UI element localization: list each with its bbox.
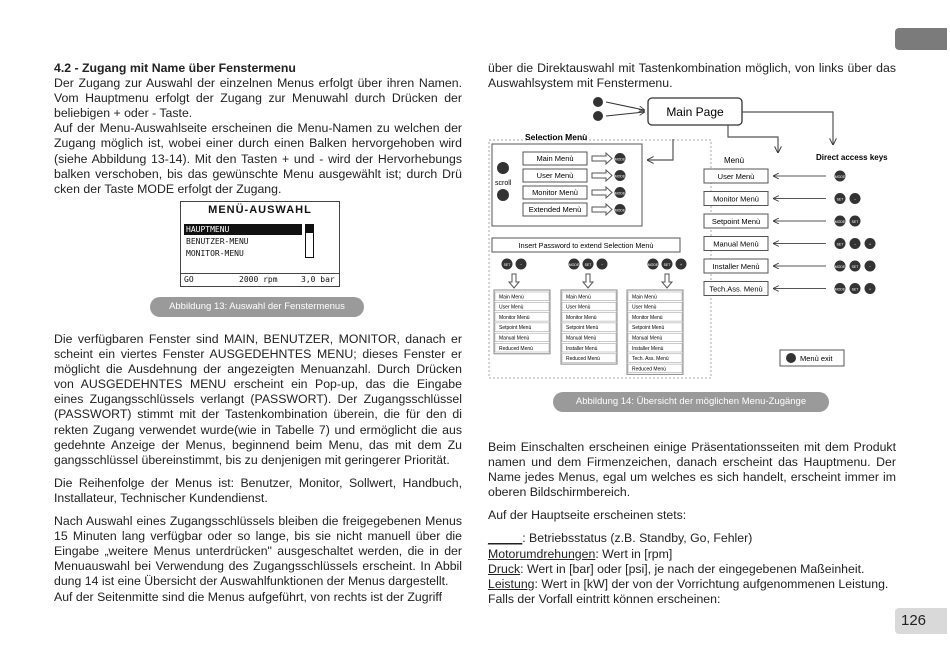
menu-item-label: Manual Menù — [713, 239, 759, 249]
svg-text:+: + — [679, 263, 683, 267]
extended-list-label: Main Menù — [499, 294, 524, 301]
extended-list-label: Manual Menù — [499, 335, 530, 342]
menu-column-title: Menù — [724, 156, 745, 165]
extended-list-label: Tech. Ass. Menù — [632, 356, 669, 363]
lcd-divider — [181, 273, 339, 274]
arrow-icon — [592, 204, 612, 215]
extended-list-label: Setpoint Menù — [566, 325, 599, 332]
combo-key-icon — [597, 259, 608, 270]
lcd-item-monitor: MONITOR-MENU — [186, 249, 244, 258]
direct-key-icon — [865, 261, 876, 272]
combo-key-icon — [676, 259, 687, 270]
svg-text:SET: SET — [503, 263, 511, 267]
combo-key-icon — [569, 259, 580, 270]
arrow-icon — [592, 153, 612, 164]
svg-text:−: − — [519, 263, 523, 267]
status-text: : Betriebsstatus (z.B. Standby, Go, Fehler) — [522, 531, 753, 546]
lcd-title: MENÜ-AUSWAHL — [208, 204, 312, 216]
svg-text:−: − — [600, 263, 604, 267]
extended-list-label: User Menù — [566, 304, 591, 311]
svg-text:SET: SET — [663, 263, 671, 267]
menu-item-label: User Menù — [717, 172, 755, 181]
direct-key-icon — [835, 193, 846, 204]
direct-key-icon — [835, 261, 846, 272]
key-icon — [497, 189, 509, 201]
main-page-label: Main Page — [666, 105, 724, 119]
direct-key-icon — [835, 216, 846, 227]
lcd-item-benutzer: BENUTZER-MENU — [186, 237, 249, 246]
combo-key-icon — [648, 259, 659, 270]
down-arrow-icon — [583, 274, 593, 288]
svg-text:−: − — [853, 242, 857, 247]
direct-key-icon — [850, 261, 861, 272]
selection-item-label: Extended Menù — [528, 205, 582, 214]
figure-14-caption: Abbildung 14: Übersicht der möglichen Menu-Zugänge — [553, 392, 829, 412]
svg-text:MODE: MODE — [568, 263, 580, 267]
extended-list-label: Manual Menù — [566, 335, 597, 342]
svg-text:SET: SET — [851, 265, 859, 269]
figure-13-caption: Abbildung 13: Auswahl der Fenstermenus — [150, 297, 364, 317]
combo-key-icon — [583, 259, 594, 270]
selection-item-label: Monitor Menù — [532, 188, 578, 197]
mode-key-icon — [615, 204, 626, 215]
page-number: 126 — [895, 608, 947, 634]
paragraph-selection: Auf der Menu-Auswahlseite erscheinen die Menu-Namen zu welchen der Zugang möglich ist, wobei einer durch einen Balken hervorgehoben wird (siehe Abbildung 13-14). Mit den Tasten + und - wird der Hervorhebungs balken verschoben, bis das gewünschte Menu ausgewählt ist; durch Drü cken der Taste MODE erfolgt der Zugang. — [54, 121, 462, 196]
arrow-icon — [592, 170, 612, 181]
paragraph-order: Die Reihenfolge der Menus ist: Benutzer, Monitor, Sollwert, Handbuch, Installateur, Technischer Kundendienst. — [54, 475, 462, 505]
extended-list-label: Main Menù — [566, 294, 591, 301]
svg-text:−: − — [853, 197, 857, 202]
paragraph-intro: Der Zugang zur Auswahl der einzelnen Menus erfolgt über ihren Namen. Vom Hauptmenu erfolgt der Zugang zur Menuwahl durch Drücken der beliebigen + oder - Taste. — [54, 76, 462, 121]
direct-key-icon — [850, 193, 861, 204]
key-icon — [593, 97, 603, 107]
combo-key-icon — [502, 259, 513, 270]
direct-key-icon — [835, 171, 846, 182]
extended-list-label: Monitor Menù — [632, 314, 663, 321]
leistung-label: Leistung — [488, 576, 535, 591]
line-status — [488, 531, 896, 546]
svg-text:MODE: MODE — [834, 175, 846, 179]
svg-text:MODE: MODE — [614, 157, 626, 162]
mode-key-icon — [615, 170, 626, 181]
direct-key-icon — [835, 283, 846, 294]
lcd-item-hauptmenu: HAUPTMENU — [184, 224, 302, 235]
svg-text:−: − — [868, 265, 872, 269]
motor-text: : Wert in [rpm] — [595, 546, 673, 561]
svg-text:SET: SET — [851, 220, 859, 224]
line-motor — [488, 547, 896, 562]
paragraph-password: Nach Auswahl eines Zugangsschlüssels bleiben die freigegebenen Menus 15 Minuten lang verfügbar oder so lange, bis sie nicht manuell über die Eingabe „weitere Menus unterdrücken" ausgeschaltet werden, die in der Menuauswahl bei Verwendung des Zugangsschlüssels erscheint. In Abbil dung 14 ist eine Übersicht der Auswahlfunktionen der Menus dargestellt. — [54, 514, 462, 589]
menu-items — [704, 169, 826, 296]
druck-label: Druck — [488, 561, 521, 576]
status-blank: _____ — [488, 531, 523, 546]
paragraph-direct: über die Direktauswahl mit Tastenkombination möglich, von links über das Auswahlsystem mit Fenstermenu. — [488, 61, 896, 91]
svg-text:SET: SET — [851, 287, 859, 292]
paragraph-center: Auf der Seitenmitte sind die Menus aufgeführt, von rechts ist der Zugriff — [54, 589, 443, 604]
leistung-text: : Wert in [kW] der von der Vorrichtung aufgenommenen Leistung. — [534, 576, 889, 591]
direct-access-title: Direct access keys — [816, 153, 888, 162]
right-column — [488, 61, 896, 91]
combo-key-icon — [516, 259, 527, 270]
menu-access-diagram — [488, 92, 898, 422]
extended-list-label: Setpoint Menù — [499, 325, 532, 332]
menu-item-label: Installer Menù — [712, 262, 760, 271]
druck-text: : Wert in [bar] oder [psi], je nach der eingegebenen Maßeinheit. — [520, 561, 865, 576]
password-key-rows — [502, 259, 687, 289]
menu-exit-label: Menù exit — [800, 354, 833, 363]
extended-list-label: Monitor Menù — [499, 314, 530, 321]
extended-list-label: Installer Menù — [566, 345, 598, 352]
lcd-scrollbar — [305, 224, 314, 258]
left-column — [54, 61, 462, 197]
svg-text:MODE: MODE — [614, 191, 626, 196]
combo-key-icon — [662, 259, 673, 270]
direct-access-keys — [835, 171, 876, 295]
set-key-icon — [786, 353, 796, 363]
svg-text:MODE: MODE — [834, 287, 846, 292]
extended-list-label: Setpoint Menù — [632, 325, 665, 332]
section-heading: 4.2 - Zugang mit Name über Fenstermenu — [54, 61, 296, 75]
selection-item-label: User Menù — [536, 171, 574, 180]
extended-list-label: User Menù — [632, 304, 657, 311]
extended-list-label: Manual Menù — [632, 335, 663, 342]
lcd-status: GO — [184, 275, 194, 284]
extended-list-label: User Menù — [499, 304, 524, 311]
svg-text:SET: SET — [584, 263, 592, 267]
direct-key-icon — [835, 238, 846, 249]
svg-text:SET: SET — [836, 197, 844, 202]
extended-list-label: Installer Menù — [632, 345, 664, 352]
menu-item-label: Setpoint Menù — [711, 217, 761, 226]
line-druck — [488, 562, 896, 577]
svg-text:MODE: MODE — [614, 174, 626, 179]
svg-text:+: + — [868, 287, 872, 292]
lcd-menu-selection — [180, 201, 340, 287]
svg-text:SET: SET — [836, 242, 844, 247]
motor-label: Motorumdrehungen — [488, 546, 596, 561]
key-icon — [593, 111, 603, 121]
down-arrow-icon — [662, 274, 672, 288]
paragraph-startup: Beim Einschalten erscheinen einige Präsentationsseiten mit dem Produkt namen und dem Firmenzeichen, danach erscheint das Hauptmenu. Der Name jedes Menus, egal um welches es sich handelt, erscheint immer im oberen Bildschirmbereich. — [488, 440, 896, 500]
extended-list-label: Monitor Menù — [566, 314, 597, 321]
selection-item-label: Main Menù — [536, 154, 574, 163]
extended-list-label: Reduced Menù — [566, 356, 600, 363]
left-column-lower — [54, 332, 462, 605]
svg-text:MODE: MODE — [834, 220, 846, 224]
selection-items — [523, 152, 626, 216]
paragraph-incident: Falls der Vorfall eintritt können erscheinen: — [488, 591, 721, 606]
line-leistung — [488, 577, 896, 592]
svg-text:MODE: MODE — [614, 208, 626, 213]
direct-key-icon — [850, 283, 861, 294]
lcd-pressure: 3,0 bar — [301, 275, 335, 284]
page-tab-marker — [895, 28, 947, 50]
menu-item-label: Monitor Menù — [713, 194, 759, 204]
selection-menu-title: Selection Menù — [525, 132, 588, 142]
paragraph-main-page: Auf der Hauptseite erscheinen stets: — [488, 508, 687, 523]
direct-key-icon — [865, 283, 876, 294]
direct-key-icon — [865, 238, 876, 249]
direct-key-icon — [850, 238, 861, 249]
mode-key-icon — [615, 153, 626, 164]
password-label: Insert Password to extend Selection Menù — [518, 241, 654, 250]
key-icon — [497, 162, 509, 174]
direct-key-icon — [850, 216, 861, 227]
extended-menu-lists — [494, 290, 683, 374]
arrow-icon — [592, 187, 612, 198]
down-arrow-icon — [509, 274, 519, 288]
lcd-rpm: 2000 rpm — [239, 275, 278, 284]
right-column-lower — [488, 440, 896, 607]
scroll-label: scroll — [495, 180, 512, 187]
svg-text:MODE: MODE — [647, 263, 659, 267]
paragraph-windows: Die verfügbaren Fenster sind MAIN, BENUTZER, MONITOR, danach er scheint ein viertes Fenster AUSGEDEHNTES MENU; dieses Fenster er möglicht die Ausdehnung der angezeigten Menuanzahl. Durch Drücken von AUSGEDEHNTES MENU erscheint ein Pop-up, das die Eingabe eines Zugangsschlüssels verlangt (PASSWORT). Der Zugangsschlüssel (PASSWORT) stimmt mit der Tastenkombination überein, die für den di rekten Zugang verwendet wurde(wie in Tabelle 7) und ermöglicht die aus gedehnte Anzeige der Menus, beginnend beim Menu, das mit dem Zu gangsschlüssel übereinstimmt, bis zu denjenigen mit geringerer Priorität. — [54, 332, 462, 467]
menu-item-label: Tech.Ass. Menù — [709, 284, 763, 294]
extended-list-label: Reduced Menù — [499, 345, 533, 352]
extended-list-label: Main Menù — [632, 294, 657, 301]
mode-key-icon — [615, 187, 626, 198]
extended-list-label: Reduced Menù — [632, 366, 666, 373]
svg-text:MODE: MODE — [834, 265, 846, 269]
svg-text:+: + — [868, 242, 872, 247]
